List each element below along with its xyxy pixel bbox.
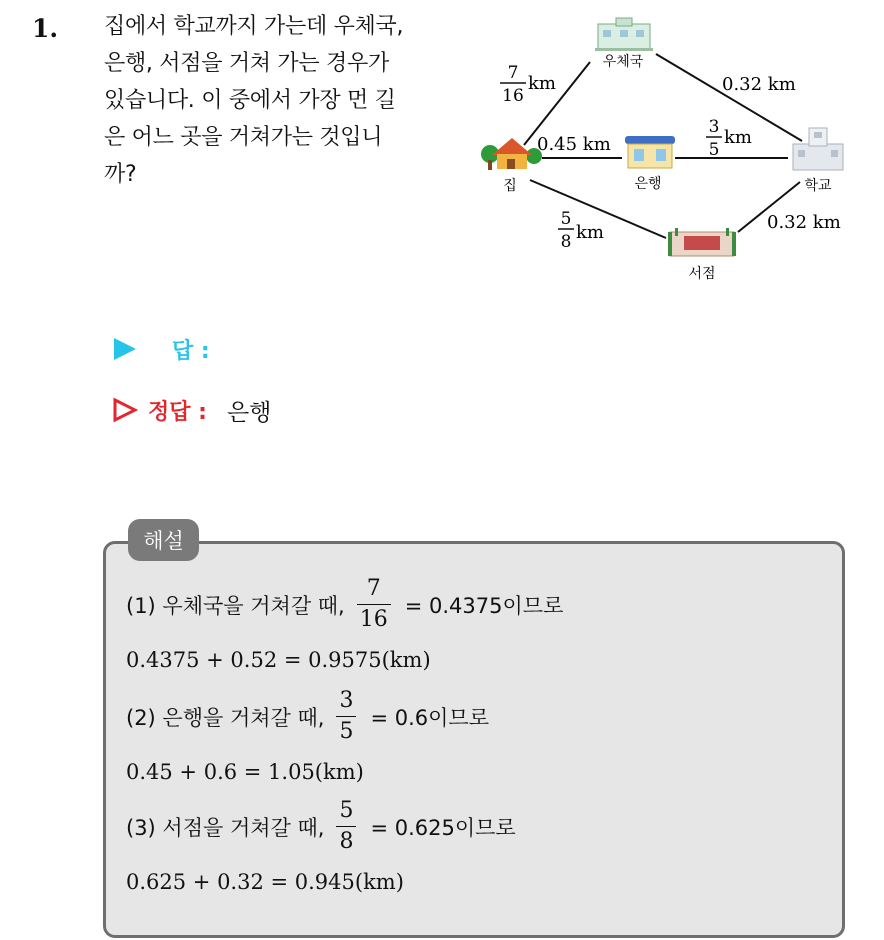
fraction-denominator: 16 [502,86,524,106]
fraction-denominator: 8 [339,829,354,854]
line-suffix: = 0.625이므로 [370,815,516,840]
fraction-numerator: 7 [366,576,381,601]
explanation-line-2: 0.4375 + 0.52 = 0.9575(km) [126,648,431,672]
triangle-filled-icon [112,336,138,362]
label-post-office: 우체국 [602,54,644,70]
fraction [336,690,356,743]
distance-home-bank: 0.45 km [537,134,611,155]
fraction-numerator: 5 [339,798,354,823]
fraction-numerator: 3 [708,117,720,137]
label-bookstore: 서점 [688,266,716,282]
correct-answer-row [112,393,271,427]
fraction-denominator: 5 [708,140,720,160]
question-line: 은 어느 곳을 거쳐가는 것입니 [104,125,383,150]
distance-post-school: 0.32 km [722,74,796,95]
explanation-line-4: 0.45 + 0.6 = 1.05(km) [126,760,364,784]
fraction-denominator: 16 [359,607,388,632]
fraction-denominator: 8 [560,232,572,252]
distance-book-school: 0.32 km [767,212,841,233]
question-number: 1. [32,14,59,43]
distance-unit: km [576,222,604,243]
question-line: 까? [104,162,137,187]
fraction-bar [336,716,356,717]
line-prefix: (1) 우체국을 거쳐갈 때, [126,593,345,618]
correct-answer-value: 은행 [226,399,272,426]
distance-bank-school [706,117,752,160]
bank-icon [625,136,675,168]
line-suffix: = 0.4375이므로 [404,593,564,618]
explanation-line-5 [126,800,516,853]
fraction-bar [357,604,391,605]
answer-label: 답 : [172,338,210,364]
distance-unit: km [724,127,752,148]
correct-answer-label: 정답 : [148,399,207,425]
line-suffix: = 0.6이므로 [370,705,489,730]
line-prefix: (2) 은행을 거쳐갈 때, [126,705,325,730]
fraction-numerator: 5 [560,209,572,229]
distance-home-post [500,63,556,106]
route-diagram [470,10,870,300]
question-line: 집에서 학교까지 가는데 우체국, [104,14,404,39]
bookstore-icon [668,228,736,256]
fraction-bar [336,826,356,827]
distance-unit: km [528,73,556,94]
answer-row [112,332,210,366]
label-home: 집 [503,178,517,194]
fraction-denominator: 5 [339,719,354,744]
fraction-numerator: 3 [339,688,354,713]
home-icon [481,138,542,170]
line-prefix: (3) 서점을 거쳐갈 때, [126,815,325,840]
question-line: 있습니다. 이 중에서 가장 먼 길 [104,88,396,113]
post-office-icon [595,18,653,51]
question-line: 은행, 서점을 거쳐 가는 경우가 [104,51,389,76]
explanation-line-6: 0.625 + 0.32 = 0.945(km) [126,870,404,894]
label-school: 학교 [804,178,832,194]
label-bank: 은행 [634,176,662,192]
explanation-tab: 해설 [128,519,199,561]
explanation-line-1 [126,578,563,631]
triangle-outline-icon [112,397,138,423]
question-text [104,8,464,193]
distance-home-book [558,209,604,252]
fraction [357,578,391,631]
school-icon [793,128,843,170]
fraction [336,800,356,853]
explanation-line-3 [126,690,489,743]
fraction-numerator: 7 [507,63,519,83]
